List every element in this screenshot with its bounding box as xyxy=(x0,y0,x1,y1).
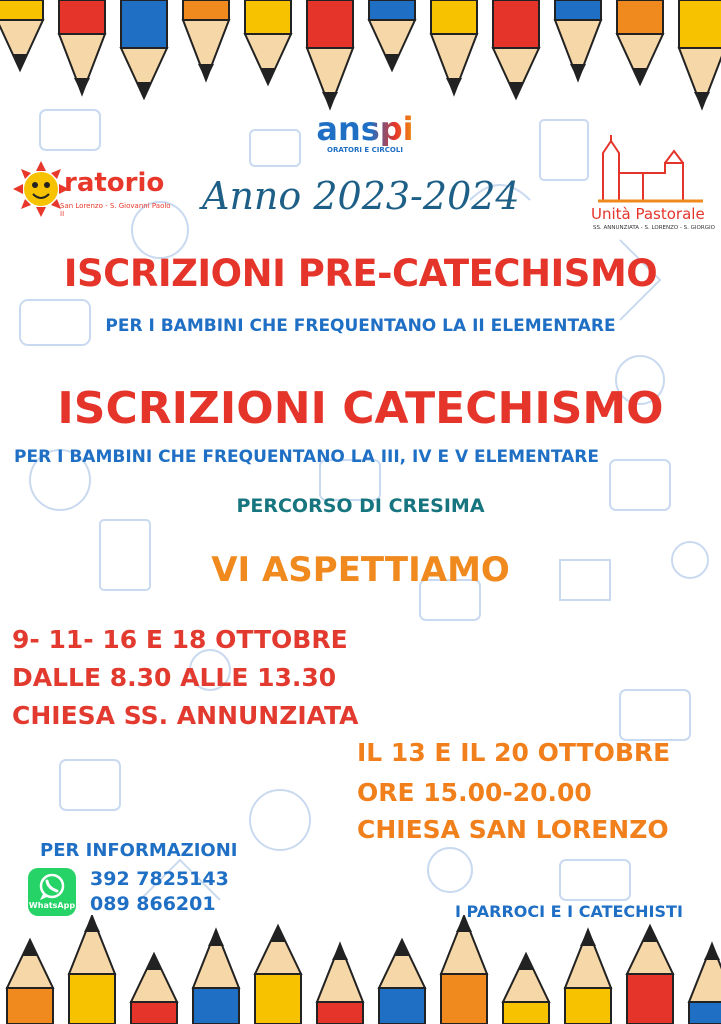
pencil-icon xyxy=(565,930,611,1024)
unita-pastorale-wordmark: Unità Pastorale xyxy=(591,205,705,223)
pencil-icon xyxy=(59,0,105,94)
percorso-cresima: PERCORSO DI CRESIMA xyxy=(236,495,485,517)
pencil-icon xyxy=(379,940,425,1024)
pencil-icon xyxy=(7,940,53,1024)
pencil-icon xyxy=(255,926,301,1024)
pencil-icon xyxy=(131,954,177,1024)
pencil-icon xyxy=(369,0,415,70)
pre-catechismo-subtitle: PER I BAMBINI CHE FREQUENTANO LA II ELEMENTARE xyxy=(105,316,616,336)
anspi-wordmark: anspi xyxy=(305,112,425,146)
schedule-1-dates: 9- 11- 16 E 18 OTTOBRE xyxy=(12,625,348,654)
pencil-icon xyxy=(555,0,601,80)
schedule-2-hours: ORE 15.00-20.00 xyxy=(357,778,592,807)
pencil-icon xyxy=(69,916,115,1024)
oratorio-logo xyxy=(12,160,172,222)
pencil-icon xyxy=(679,0,721,108)
top-pencil-border xyxy=(0,0,721,115)
pencil-icon xyxy=(193,930,239,1024)
pencil-icon xyxy=(503,954,549,1024)
whatsapp-label: WhatsApp xyxy=(28,901,76,910)
catechismo-title: ISCRIZIONI CATECHISMO xyxy=(57,383,664,434)
pencil-icon xyxy=(627,926,673,1024)
pencil-icon xyxy=(617,0,663,84)
pencil-icon xyxy=(493,0,539,98)
signature: I PARROCI E I CATECHISTI xyxy=(455,902,683,921)
pencil-icon xyxy=(307,0,353,108)
pencil-icon xyxy=(0,0,43,70)
schedule-1-hours: DALLE 8.30 ALLE 13.30 xyxy=(12,663,337,692)
pencil-icon xyxy=(121,0,167,98)
unita-pastorale-subtitle: SS. ANNUNZIATA - S. LORENZO - S. GIORGIO xyxy=(593,225,715,231)
pencil-icon xyxy=(183,0,229,80)
phone-2[interactable]: 089 866201 xyxy=(90,893,216,915)
bottom-pencil-border xyxy=(0,915,721,1024)
pencil-icon xyxy=(317,944,363,1024)
phone-1[interactable]: 392 7825143 xyxy=(90,868,229,890)
whatsapp-icon xyxy=(28,868,76,916)
catechismo-subtitle: PER I BAMBINI CHE FREQUENTANO LA III, IV E V ELEMENTARE xyxy=(14,447,600,467)
oratorio-wordmark: ratorio xyxy=(64,168,165,198)
school-year: Anno 2023-2024 xyxy=(202,174,520,218)
pre-catechismo-title: ISCRIZIONI PRE-CATECHISMO xyxy=(63,252,658,295)
schedule-2-dates: IL 13 E IL 20 OTTOBRE xyxy=(357,738,671,767)
anspi-subtitle: ORATORI E CIRCOLI xyxy=(327,146,403,154)
pencil-icon xyxy=(431,0,477,94)
oratorio-subtitle: San Lorenzo - S. Giovanni Paolo II xyxy=(60,202,171,218)
schedule-1-place: CHIESA SS. ANNUNZIATA xyxy=(12,701,359,730)
info-label: PER INFORMAZIONI xyxy=(40,840,238,861)
pencil-icon xyxy=(245,0,291,84)
church-icon xyxy=(593,133,703,203)
schedule-2-place: CHIESA SAN LORENZO xyxy=(357,815,669,844)
pencil-icon xyxy=(689,944,721,1024)
anspi-logo xyxy=(305,112,425,162)
pencil-icon xyxy=(441,916,487,1024)
welcome-heading: VI ASPETTIAMO xyxy=(211,550,510,590)
unita-pastorale-logo xyxy=(583,133,713,233)
